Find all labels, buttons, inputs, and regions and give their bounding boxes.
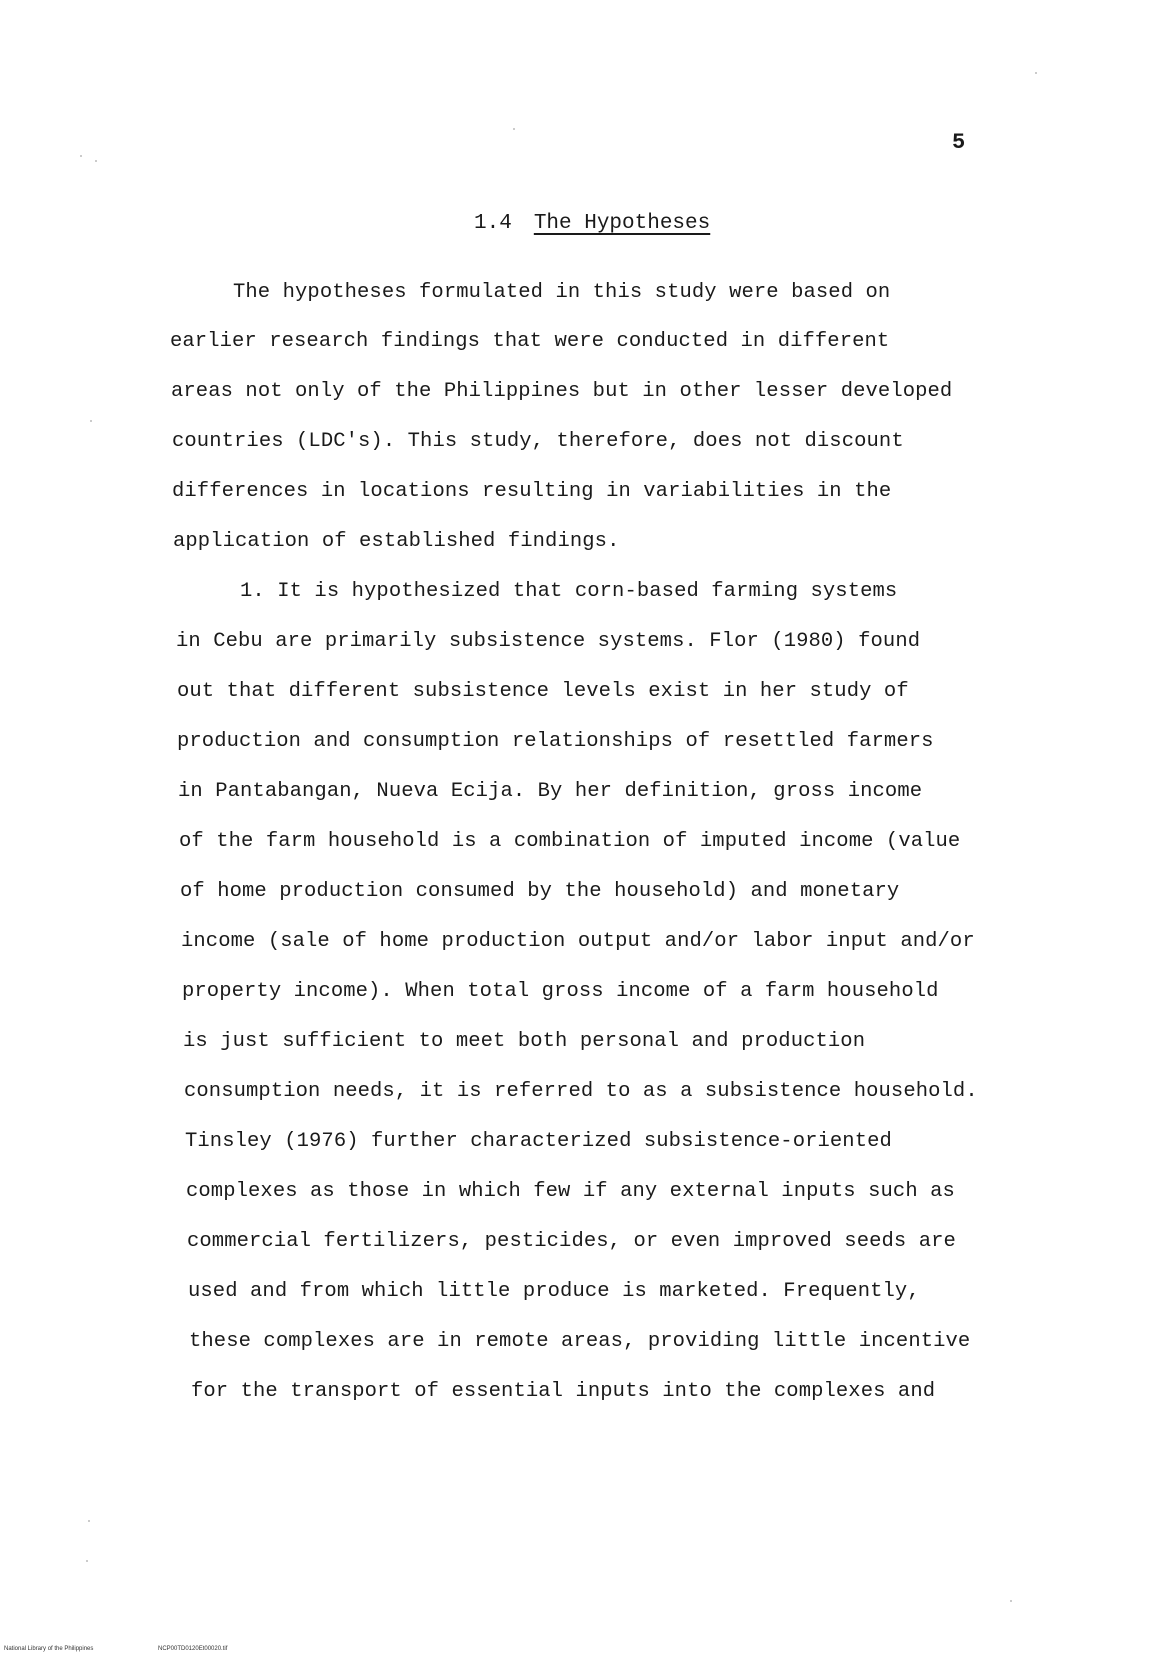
text-line: in Cebu are primarily subsistence systems. Flor (1980) found: [176, 630, 921, 653]
text-line: Tinsley (1976) further characterized subsistence-oriented: [185, 1130, 892, 1153]
section-number: 1.4: [474, 212, 512, 235]
footer-filename: NCP00TD0120Et00020.tif: [158, 1646, 228, 1652]
text-line: 1. It is hypothesized that corn-based farming systems: [240, 580, 898, 603]
scan-speck: [86, 1560, 88, 1562]
text-line: in Pantabangan, Nueva Ecija. By her definition, gross income: [178, 780, 923, 803]
text-line: areas not only of the Philippines but in other lesser developed: [171, 380, 953, 403]
text-line: is just sufficient to meet both personal and production: [183, 1030, 866, 1053]
section-heading: [474, 212, 710, 235]
text-line: application of established findings.: [173, 530, 620, 553]
scan-speck: [1010, 1600, 1012, 1602]
text-line: used and from which little produce is marketed. Frequently,: [188, 1280, 920, 1303]
text-line: countries (LDC's). This study, therefore, does not discount: [172, 430, 904, 453]
text-line: production and consumption relationships of resettled farmers: [177, 730, 934, 753]
text-line: of the farm household is a combination of imputed income (value: [179, 830, 961, 853]
footer-library-name: National Library of the Philippines: [4, 1646, 94, 1652]
scan-speck: [513, 128, 515, 130]
section-title: The Hypotheses: [533, 212, 711, 235]
page-number: 5: [952, 130, 966, 155]
text-line: complexes as those in which few if any external inputs such as: [186, 1180, 955, 1203]
scan-speck: [90, 420, 92, 422]
text-line: of home production consumed by the household) and monetary: [180, 880, 900, 903]
text-line: out that different subsistence levels exist in her study of: [177, 680, 909, 703]
text-line: The hypotheses formulated in this study were based on: [233, 281, 891, 304]
text-line: differences in locations resulting in variabilities in the: [172, 480, 892, 503]
scan-speck: [88, 1520, 90, 1522]
text-line: consumption needs, it is referred to as a subsistence household.: [184, 1080, 978, 1103]
text-line: property income). When total gross income of a farm household: [182, 980, 939, 1003]
scan-speck: [95, 160, 97, 162]
text-line: for the transport of essential inputs into the complexes and: [191, 1380, 936, 1403]
scan-speck: [80, 155, 82, 157]
text-line: earlier research findings that were conducted in different: [170, 330, 890, 353]
text-line: income (sale of home production output and/or labor input and/or: [181, 930, 975, 953]
text-line: commercial fertilizers, pesticides, or even improved seeds are: [187, 1230, 956, 1253]
text-line: these complexes are in remote areas, providing little incentive: [189, 1330, 971, 1353]
scan-speck: [1035, 72, 1037, 74]
